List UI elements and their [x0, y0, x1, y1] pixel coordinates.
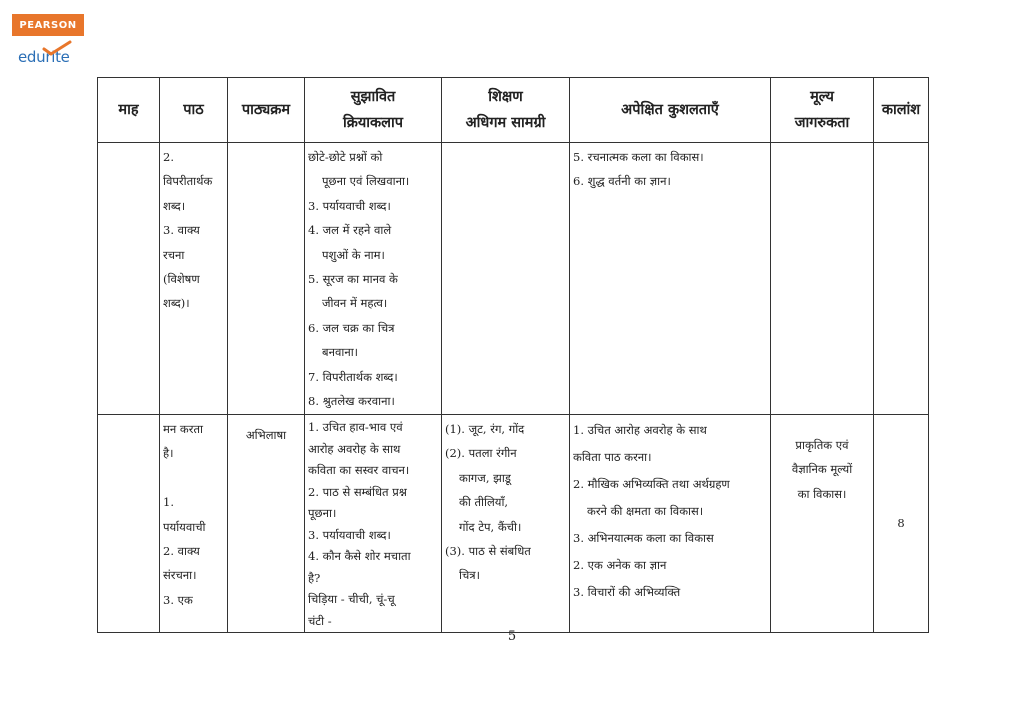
cell-line: कविता का सस्वर वाचन। — [308, 463, 410, 477]
logo-name: edurite — [18, 48, 70, 66]
cell-line: पर्यायवाची — [163, 519, 206, 534]
cell-line: विपरीतार्थक — [163, 174, 213, 189]
header-values — [771, 78, 874, 143]
row1-lesson-list — [160, 143, 227, 316]
header-row — [98, 78, 929, 143]
cell-line: गोंद टेप, कैंची। — [459, 519, 522, 534]
row2-periods — [874, 415, 929, 633]
row1-skills — [570, 143, 771, 415]
header-values-line1: मूल्य — [810, 88, 834, 105]
cell-line: 7. विपरीतार्थक शब्द। — [308, 369, 398, 384]
cell-line: 8. श्रुतलेख करवाना। — [308, 394, 395, 409]
cell-line: मन करता — [163, 422, 203, 436]
row1-activities-list — [305, 143, 441, 413]
row2-materials-list — [442, 415, 569, 588]
header-materials — [442, 78, 570, 143]
cell-line: 6. जल चक्र का चित्र — [308, 320, 395, 335]
cell-line: कागज, झाडू — [459, 470, 511, 485]
header-values-line2: जागरुकता — [794, 114, 850, 131]
cell-line: (विशेषण — [163, 272, 200, 287]
cell-line: आरोह अवरोह के साथ — [308, 441, 401, 456]
cell-line: का विकास। — [797, 486, 847, 501]
cell-line: पशुओं के नाम। — [322, 247, 385, 262]
cell-line: वैज्ञानिक मूल्यों — [791, 462, 853, 477]
cell-line: 2. वाक्य — [163, 544, 200, 559]
row2-values — [771, 415, 874, 633]
cell-line: 4. कौन कैसे शोर मचाता — [308, 549, 411, 563]
row2-activities — [305, 415, 442, 633]
row1-activities — [305, 143, 442, 415]
cell-line: शब्द)। — [163, 296, 190, 311]
row1-periods — [874, 143, 929, 415]
row1-values — [771, 143, 874, 415]
cell-line: प्राकृतिक एवं — [795, 438, 849, 452]
logo-check-icon — [42, 40, 72, 56]
cell-line: (1). जूट, रंग, गोंद — [445, 422, 525, 436]
table-row — [98, 143, 929, 415]
cell-line: चित्र। — [459, 568, 480, 583]
cell-line: है? — [308, 570, 321, 585]
cell-line: 2. पाठ से सम्बंधित प्रश्न — [308, 484, 407, 499]
cell-line: 3. वाक्य — [163, 223, 200, 238]
cell-line — [163, 466, 224, 490]
row1-syllabus — [228, 143, 305, 415]
cell-line: है। — [163, 446, 174, 461]
cell-line: 3. अभिनयात्मक कला का विकास — [573, 531, 714, 545]
row2-syllabus-text: अभिलाषा — [245, 428, 287, 442]
cell-line: बनवाना। — [322, 345, 359, 360]
cell-line: 3. पर्यायवाची शब्द। — [308, 527, 391, 542]
cell-line: 1. उचित हाव-भाव एवं — [308, 420, 403, 434]
header-materials-line1: शिक्षण — [488, 88, 523, 105]
cell-line: 5. सूरज का मानव के — [308, 272, 398, 287]
cell-line: 6. शुद्ध वर्तनी का ज्ञान। — [573, 174, 671, 189]
row2-values-list — [771, 415, 873, 506]
cell-line: (2). पतला रंगीन — [445, 446, 517, 461]
cell-line: (3). पाठ से संबधित — [445, 544, 531, 559]
row1-lesson — [160, 143, 228, 415]
cell-line: 3. पर्यायवाची शब्द। — [308, 198, 391, 213]
cell-line: संरचना। — [163, 568, 197, 583]
header-activities-line2: क्रियाकलाप — [342, 114, 403, 131]
header-month: माह — [98, 78, 160, 143]
cell-line: 2. मौखिक अभिव्यक्ति तथा अर्थग्रहण — [573, 477, 730, 491]
lesson-plan-table — [97, 77, 929, 633]
header-lesson: पाठ — [160, 78, 228, 143]
table-row — [98, 415, 929, 633]
cell-line: करने की क्षमता का विकास। — [587, 504, 704, 518]
cell-line: 2. एक अनेक का ज्ञान — [573, 558, 667, 572]
page-number: 5 — [507, 629, 517, 644]
row2-activities-list — [305, 415, 441, 632]
header-periods: कालांश — [874, 78, 929, 143]
cell-line: 2. — [163, 150, 174, 164]
pearson-edurite-logo — [12, 14, 86, 72]
cell-line: चिड़िया - चीची, चूं-चू — [308, 592, 395, 606]
cell-line: कविता पाठ करना। — [573, 450, 652, 464]
row2-skills-list — [570, 415, 770, 606]
header-activities-line1: सुझावित — [350, 88, 396, 105]
cell-line: चंटी - — [308, 613, 332, 628]
row2-lesson-list — [160, 415, 227, 612]
row1-month — [98, 143, 160, 415]
row2-periods-value: 8 — [897, 516, 905, 531]
row2-materials — [442, 415, 570, 633]
header-syllabus: पाठ्यक्रम — [228, 78, 305, 143]
cell-line: जीवन में महत्व। — [322, 296, 388, 311]
cell-line: पूछना। — [308, 506, 337, 520]
cell-line: शब्द। — [163, 198, 186, 213]
header-skills: अपेक्षित कुशलताएँ — [570, 78, 771, 143]
header-materials-line2: अधिगम सामग्री — [465, 114, 546, 131]
row1-materials — [442, 143, 570, 415]
row2-syllabus — [228, 415, 305, 633]
cell-line: छोटे-छोटे प्रश्नों को — [308, 150, 383, 164]
row2-skills — [570, 415, 771, 633]
cell-line: 4. जल में रहने वाले — [308, 223, 392, 238]
logo-brand: PEARSON — [12, 14, 84, 36]
cell-line: पूछना एवं लिखवाना। — [322, 174, 410, 189]
cell-line: 1. — [163, 495, 174, 510]
row2-month — [98, 415, 160, 633]
cell-line: 5. रचनात्मक कला का विकास। — [573, 150, 704, 164]
cell-line: रचना — [163, 247, 185, 262]
row1-skills-list — [570, 143, 770, 194]
cell-line: 3. विचारों की अभिव्यक्ति — [573, 585, 681, 599]
cell-line: की तीलियाँ, — [459, 495, 509, 510]
cell-line: 3. एक — [163, 592, 193, 607]
cell-line: 1. उचित आरोह अवरोह के साथ — [573, 423, 707, 437]
header-activities — [305, 78, 442, 143]
row2-lesson — [160, 415, 228, 633]
